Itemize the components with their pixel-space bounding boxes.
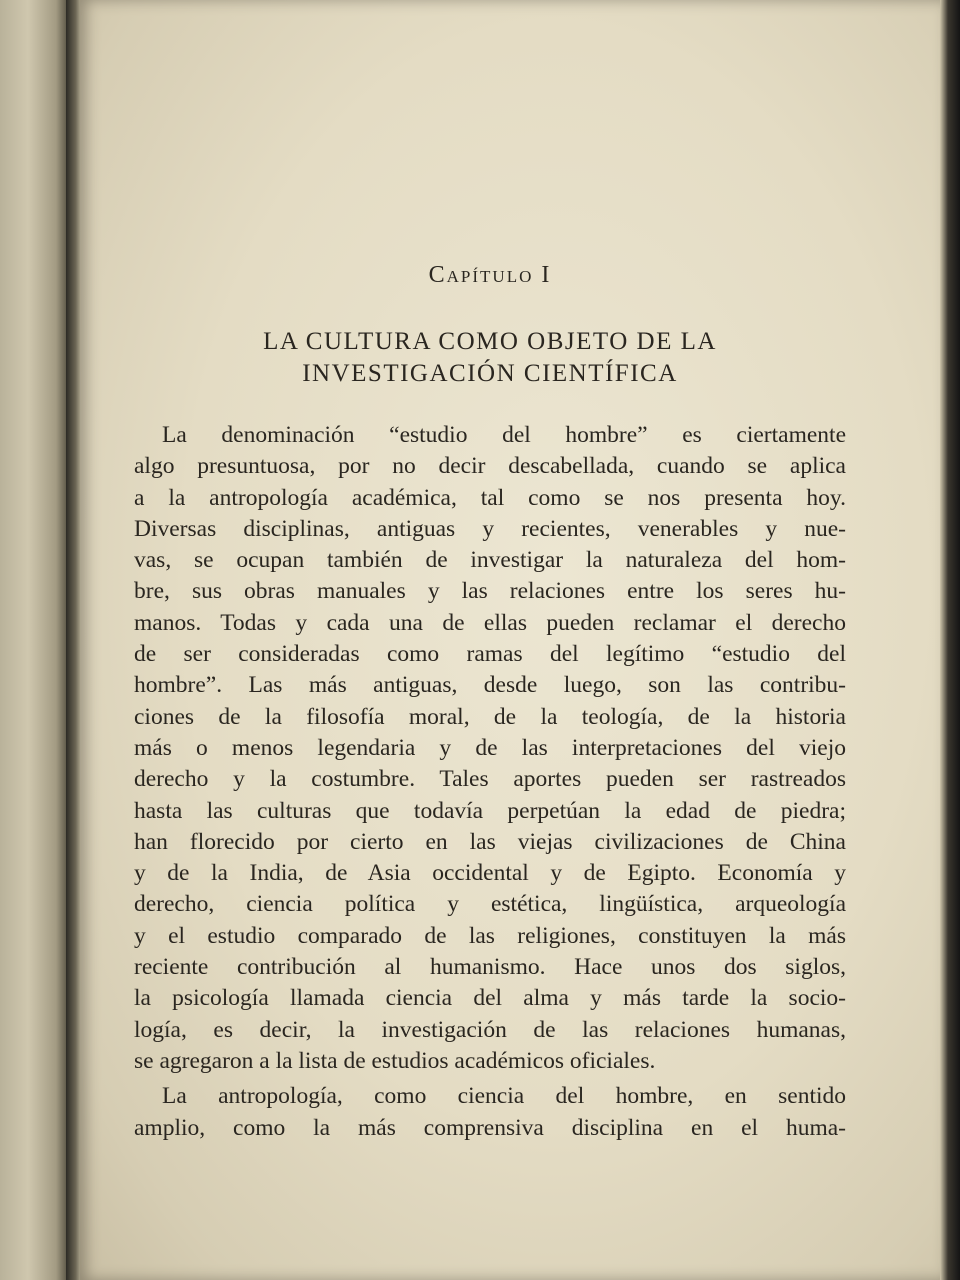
text-line: derecho, ciencia política y estética, lingüística, arqueología xyxy=(134,891,846,918)
text-line: hombre”. Las más antiguas, desde luego, son las contribu- xyxy=(134,672,846,699)
text-line: vas, se ocupan también de investigar la naturaleza del hom- xyxy=(134,547,846,574)
text-line: ciones de la filosofía moral, de la teología, de la historia xyxy=(134,703,846,730)
chapter-title-line: INVESTIGACIÓN CIENTÍFICA xyxy=(302,360,678,387)
text-line: se agregaron a la lista de estudios académicos oficiales. xyxy=(134,1047,656,1074)
text-line: reciente contribución al humanismo. Hace unos dos siglos, xyxy=(134,954,846,981)
text-line: La denominación “estudio del hombre” es ciertamente xyxy=(162,422,846,448)
page-edge-shadow xyxy=(940,0,960,1280)
text-line: más o menos legendaria y de las interpretaciones del viejo xyxy=(134,734,846,761)
text-line: amplio, como la más comprensiva disciplina en el huma- xyxy=(134,1114,846,1141)
text-line: a la antropología académica, tal como se nos presenta hoy. xyxy=(134,484,846,511)
text-line: la psicología llamada ciencia del alma y más tarde la socio- xyxy=(134,985,846,1012)
body-text xyxy=(134,420,846,1144)
previous-page-edge xyxy=(0,0,70,1280)
text-line: hasta las culturas que todavía perpetúan la edad de piedra; xyxy=(134,797,846,824)
text-line: han florecido por cierto en las viejas civilizaciones de China xyxy=(134,828,846,855)
chapter-heading: Capítulo I xyxy=(428,262,552,288)
text-line: manos. Todas y cada una de ellas pueden reclamar el derecho xyxy=(134,609,846,636)
text-line: y el estudio comparado de las religiones, constituyen la más xyxy=(134,922,846,949)
text-line: La antropología, como ciencia del hombre, en sentido xyxy=(162,1083,846,1110)
text-line: Diversas disciplinas, antiguas y recientes, venerables y nue- xyxy=(134,515,846,542)
text-line: algo presuntuosa, por no decir descabellada, cuando se aplica xyxy=(134,453,846,480)
text-line: bre, sus obras manuales y las relaciones entre los seres hu- xyxy=(134,578,846,605)
chapter-title xyxy=(134,326,846,390)
text-line: y de la India, de Asia occidental y de Egipto. Economía y xyxy=(134,860,846,887)
chapter-title-line: LA CULTURA COMO OBJETO DE LA xyxy=(263,328,717,355)
text-line: de ser consideradas como ramas del legítimo “estudio del xyxy=(134,641,846,668)
text-line: derecho y la costumbre. Tales aportes pueden ser rastreados xyxy=(134,766,846,793)
text-line: logía, es decir, la investigación de las relaciones humanas, xyxy=(134,1016,846,1043)
book-page xyxy=(80,0,942,1280)
